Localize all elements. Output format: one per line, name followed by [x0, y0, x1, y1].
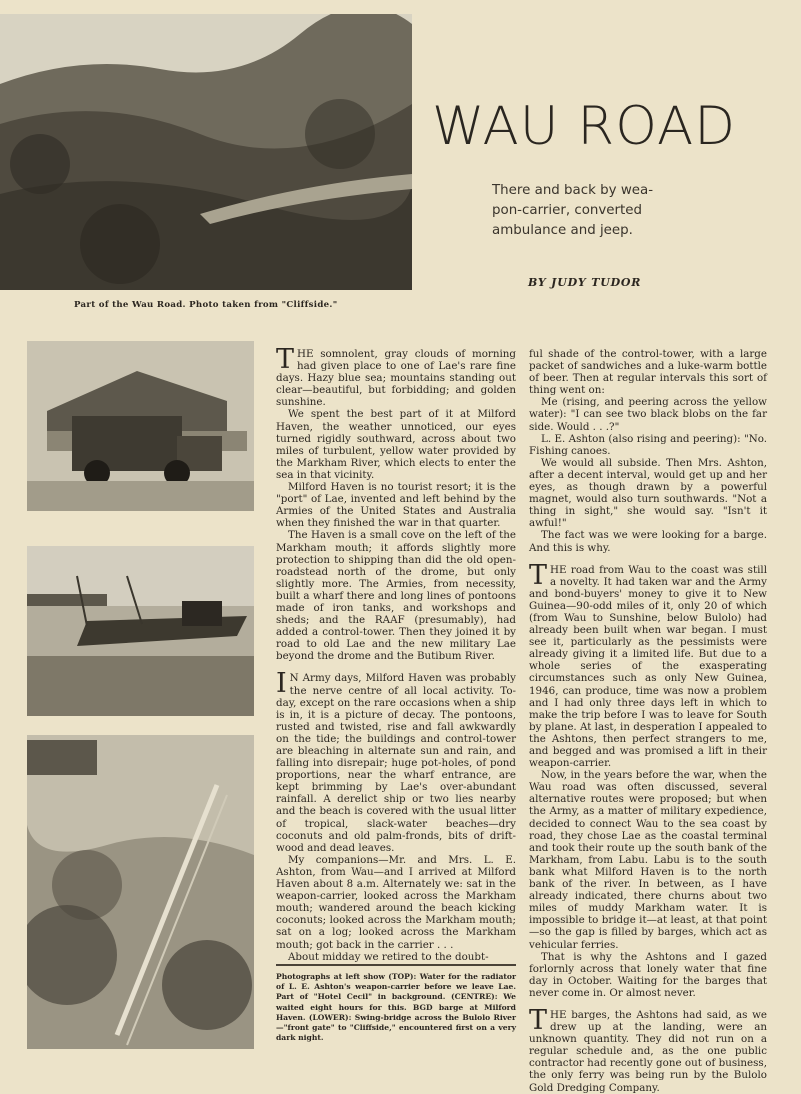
- article-column-left: [276, 344, 516, 963]
- paragraph: That is why the Ashtons and I gazed forlornly across that lonely water that fine day in October. Waiting for the barges that never come in. Or almost never.: [529, 950, 767, 999]
- paragraph: We would all subside. Then Mrs. Ashton, after a decent interval, would get up and her eyes, as though drawn by a powerful magnet, would also turn southwards. "Not a thing in sight," she would say. "Isn't it awful!": [529, 456, 767, 530]
- article-title: WAU ROAD: [432, 96, 737, 157]
- weapon-carrier-photo: [27, 341, 254, 511]
- paragraph: Milford Haven is no tourist resort; it is the "port" of Lae, invented and left behind by the Armies of the United States and Australia when they finished the war in that quarter.: [276, 481, 516, 530]
- subtitle-line: pon-carrier, converted: [492, 203, 643, 218]
- paragraph: THE road from Wau to the coast was still a novelty. It had taken war and the Army and bond-buyers' money to give it to New Guinea—90-odd miles of it, only 20 of which (from Wau to Sunshine, below Bulolo) had already been built when war began. I must see it, particularly as the pessimists were already giving it a limited life. But due to a whole series of the exasperating circumstances such as only New Guinea, 1946, can produce, time was now a problem and I had only three days left in which to make the trip before I was to leave for South by plane. At last, in desperation I appealed to the Ashtons, then perfect strangers to me, and begged and was promised a lift in their weapon-carrier.: [529, 559, 767, 770]
- subtitle-line: There and back by wea-: [492, 183, 654, 198]
- barge-photo: [27, 546, 254, 716]
- paragraph: About midday we retired to the doubt-: [288, 950, 489, 963]
- article-subtitle: [492, 181, 722, 241]
- subtitle-line: ambulance and jeep.: [492, 223, 633, 238]
- paragraph: My companions—Mr. and Mrs. L. E. Ashton, from Wau—and I arrived at Milford Haven about 8 a.m. Alternately we: sat in the weapon-carrier, looked across the Markham mouth; wandered around the beach kicking coconuts; looked across the Markham mouth; sat on a log; looked across the Markham mouth; got back in the carrier . . .: [276, 853, 516, 951]
- paragraph: L. E. Ashton (also rising and peering): "No. Fishing canoes.: [529, 432, 767, 457]
- swing-bridge-photo: [27, 735, 254, 1049]
- paragraph: The fact was we were looking for a barge. And this is why.: [529, 529, 767, 554]
- byline: BY JUDY TUDOR: [528, 276, 642, 289]
- article-column-right: [529, 348, 767, 1094]
- photos-caption: Photographs at left show (TOP): Water for the radiator of L. E. Ashton's weapon-carrier before we leave Lae. Part of "Hotel Cecil" in background. (CENTRE): We waited eight hours for this. BGD barge at Milford Haven. (LOWER): Swing-bridge across the Bulolo River—"front gate" to "Cliffside," encountered first on a very dark night.: [276, 964, 516, 1043]
- paragraph: THE barges, the Ashtons had said, as we drew up at the landing, were an unknown quantity. They did not run on a regular schedule and, as the one public contractor had recently gone out of business, the only ferry was being run by the Bulolo Gold Dredging Company.: [529, 1004, 767, 1094]
- paragraph: ful shade of the control-tower, with a large packet of sandwiches and a luke-warm bottle of beer. Then at regular intervals this sort of thing went on:: [529, 348, 767, 397]
- paragraph: IN Army days, Milford Haven was probably the nerve centre of all local activity. To-day, except on the rare occasions when a ship is in, it is a picture of decay. The pontoons, rusted and twisted, rise and fall awkwardly on the tide; the buildings and control-tower are bleaching in alternate sun and rain, and falling into disrepair; huge pot-holes, of pond proportions, near the wharf entrance, are kept brimming by Lae's over-abundant rainfall. A derelict ship or two lies nearby and the beach is covered with the usual litter of tropical, slack-water beaches—dry coconuts and old palm-fronds, bits of drift-wood and dead leaves.: [276, 668, 516, 854]
- wau-road-landscape-photo: [0, 14, 412, 290]
- top-photo-caption: Part of the Wau Road. Photo taken from "Cliffside.": [74, 300, 338, 310]
- paragraph: We spent the best part of it at Milford Haven, the weather unnoticed, our eyes turned rigidly southward, across about two miles of turbulent, yellow water provided by the Markham River, which elects to enter the sea in that vicinity.: [276, 408, 516, 481]
- paragraph: Me (rising, and peering across the yellow water): "I can see two black blobs on the far side. Would . . .?": [529, 396, 767, 433]
- paragraph: THE somnolent, gray clouds of morning had given place to one of Lae's rare fine days. Hazy blue sea; mountains standing out clear—beautiful, but forbidding; and golden sunshine.: [276, 344, 516, 409]
- paragraph: The Haven is a small cove on the left of the Markham mouth; it affords slightly more protection to shipping than did the old open-roadstead north of the drome, but only slightly more. The Armies, from necessity, built a wharf there and long lines of pontoons made of iron tanks, and workshops and sheds; and the RAAF (presumably), had added a control-tower. Then they joined it by road to old Lae and the new military Lae beyond the drome and the Butibum River.: [276, 529, 516, 663]
- paragraph: Now, in the years before the war, when the Wau road was often discussed, several alternative routes were proposed; but when the Army, as a matter of military expedience, decided to connect Wau to the sea coast by road, they chose Lae as the coastal terminal and took their route up the south bank of the Markham, from Labu. Labu is to the south bank what Milford Haven is to the north bank of the river. In between, as I have already indicated, there churns about two miles of muddy Markham water. It is impossible to bridge it—at least, at that point—so the gap is filled by barges, which act as vehicular ferries.: [529, 769, 767, 951]
